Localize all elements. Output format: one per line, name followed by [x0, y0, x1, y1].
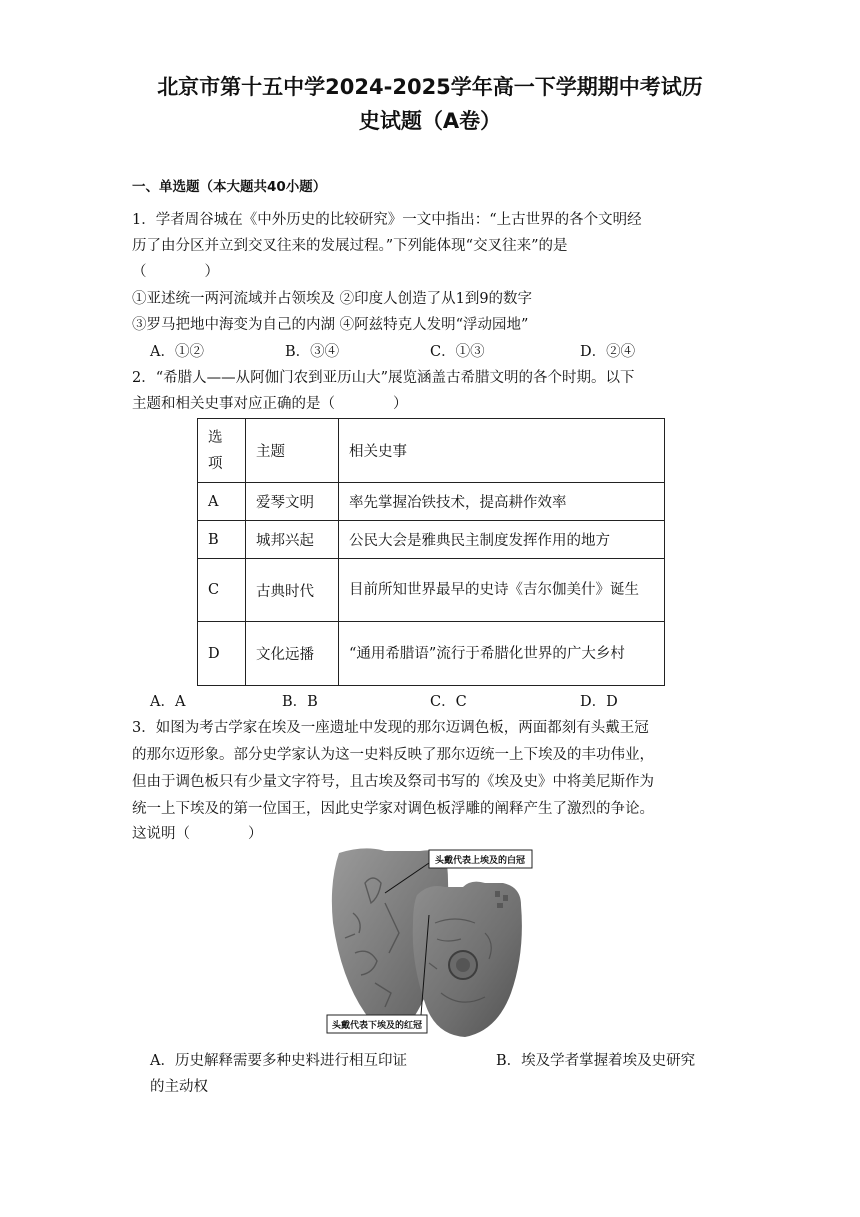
q3-stem-line-5: 这说明（ ） — [132, 826, 263, 842]
title-line-1: 北京市第十五中学2024-2025学年高一下学期期中考试历 — [157, 75, 703, 99]
table-cell: 公民大会是雅典民主制度发挥作用的地方 — [339, 521, 665, 559]
q3-stem-line-3: 但由于调色板只有少量文字符号，且古埃及祭司书写的《埃及史》中将美尼斯作为 — [132, 774, 654, 790]
table-cell: 率先掌握冶铁技术，提高耕作效率 — [339, 483, 665, 521]
table-header-theme: 主题 — [246, 419, 339, 483]
q1-stem-line-2: 历了由分区并立到交叉往来的发展过程。”下列能体现“交叉往来”的是 — [132, 238, 568, 254]
q1-option-d[interactable]: D．②④ — [580, 344, 636, 360]
q3-stem-line-2: 的那尔迈形象。部分史学家认为这一史料反映了那尔迈统一上下埃及的丰功伟业， — [132, 747, 654, 763]
table-row — [198, 521, 665, 559]
table-row — [198, 622, 665, 686]
q1-items-line-1: ①亚述统一两河流域并占领埃及 ②印度人创造了从1到9的数字 — [132, 291, 533, 307]
narmer-palette-image — [325, 843, 537, 1041]
table-cell: 爱琴文明 — [246, 483, 339, 521]
q3-stem-line-4: 统一上下埃及的第一位国王，因此史学家对调色板浮雕的阐释产生了激烈的争论。 — [132, 801, 654, 817]
q1-option-c[interactable]: C．①③ — [430, 344, 485, 360]
q2-option-d[interactable]: D．D — [580, 694, 618, 710]
figure-label-top: 头戴代表上埃及的白冠 — [434, 856, 526, 866]
table-row — [198, 483, 665, 521]
narmer-palette-figure — [325, 843, 537, 1041]
table-header-option: 选项 — [198, 419, 246, 483]
table-header-events: 相关史事 — [339, 419, 665, 483]
q2-options — [150, 690, 770, 712]
q3-stem-line-1: 3．如图为考古学家在埃及一座遗址中发现的那尔迈调色板，两面都刻有头戴王冠 — [132, 720, 649, 736]
table-cell: C — [198, 559, 246, 622]
table-header-row — [198, 419, 665, 483]
figure-label-bottom: 头戴代表下埃及的红冠 — [331, 1021, 423, 1031]
table-row — [198, 559, 665, 622]
q2-option-a[interactable]: A．A — [150, 694, 186, 710]
section-heading: 一、单选题（本大题共40小题） — [132, 179, 327, 195]
table-cell: 目前所知世界最早的史诗《吉尔伽美什》诞生 — [339, 559, 665, 622]
table-cell: A — [198, 483, 246, 521]
q1-option-b[interactable]: B．③④ — [285, 344, 340, 360]
q3-option-a[interactable]: A．历史解释需要多种史料进行相互印证 — [150, 1053, 407, 1069]
q1-stem-line-1: 1．学者周谷城在《中外历史的比较研究》一文中指出：“上古世界的各个文明经 — [132, 212, 642, 228]
q1-stem-line-3: （ ） — [132, 264, 219, 280]
table-cell: 古典时代 — [246, 559, 339, 622]
table-cell: B — [198, 521, 246, 559]
q3-option-b[interactable]: B．埃及学者掌握着埃及史研究 — [496, 1053, 696, 1069]
q3-option-a-continued: 的主动权 — [150, 1079, 208, 1095]
table-cell: 城邦兴起 — [246, 521, 339, 559]
q1-options — [150, 340, 770, 362]
q1-option-a[interactable]: A．①② — [150, 344, 204, 360]
q2-stem-line-1: 2．“希腊人——从阿伽门农到亚历山大”展览涵盖古希腊文明的各个时期。以下 — [132, 370, 635, 386]
title-line-2: 史试题（A卷） — [358, 109, 502, 133]
table-cell: D — [198, 622, 246, 686]
q2-stem-line-2: 主题和相关史事对应正确的是（ ） — [132, 396, 408, 412]
table-cell: 文化远播 — [246, 622, 339, 686]
page-title — [0, 70, 860, 138]
q1-items-line-2: ③罗马把地中海变为自己的内湖 ④阿兹特克人发明“浮动园地” — [132, 317, 529, 333]
q2-option-b[interactable]: B．B — [282, 694, 318, 710]
table-cell: “通用希腊语”流行于希腊化世界的广大乡村 — [339, 622, 665, 686]
q2-table — [197, 418, 665, 686]
q2-option-c[interactable]: C．C — [430, 694, 467, 710]
